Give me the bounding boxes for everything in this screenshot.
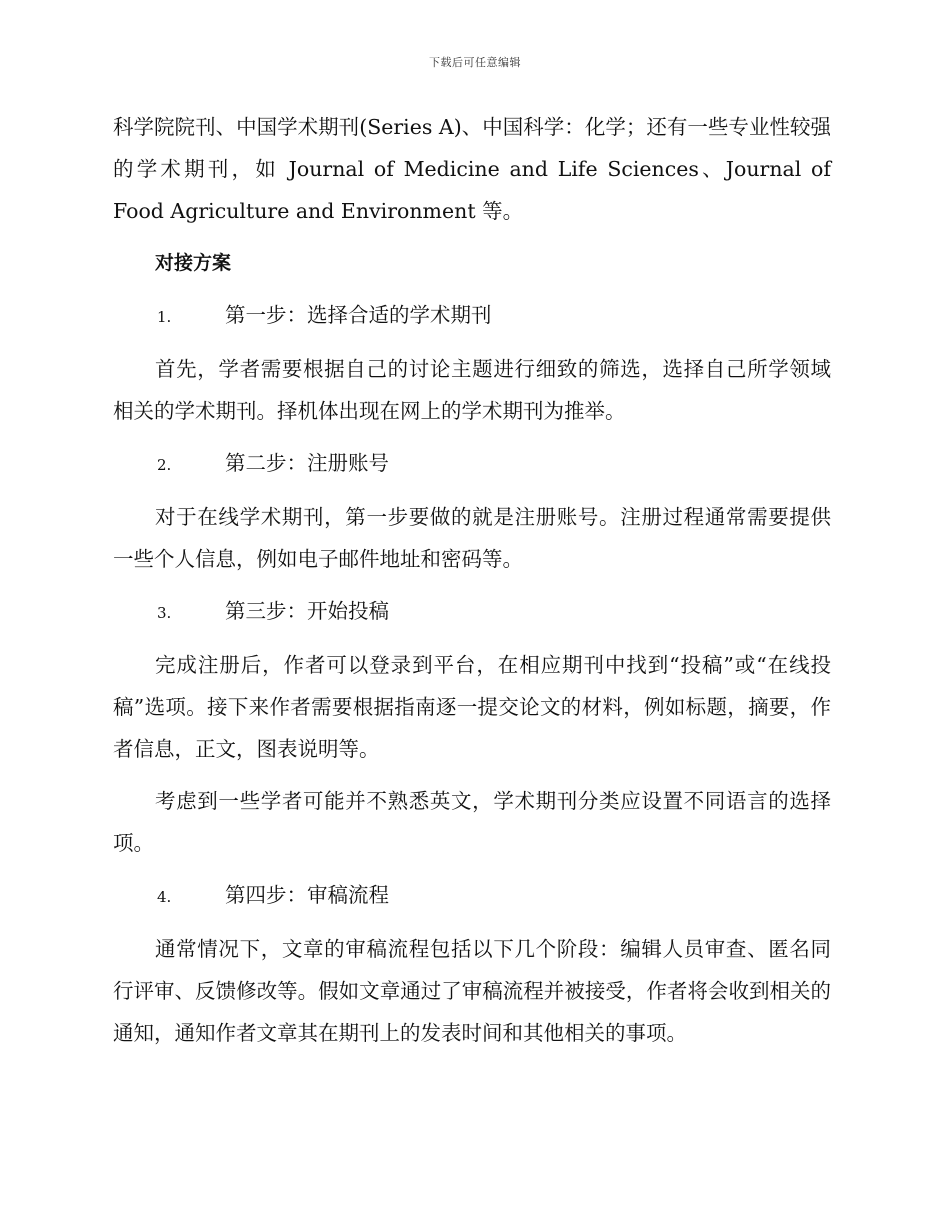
spacer <box>113 486 831 496</box>
step-3-number: 3. <box>157 604 172 622</box>
document-body <box>113 106 831 1054</box>
spacer <box>113 284 831 294</box>
step-3-title: 第三步：开始投稿 <box>225 599 389 623</box>
step-2-heading <box>113 442 831 486</box>
intro-paragraph: 科学院院刊、中国学术期刊(Series A)、中国科学：化学；还有一些专业性较强的学术期刊，如 Journal of Medicine and Life Sciences、Journal of Food Agriculture and Environment 等。 <box>113 115 831 223</box>
header-note: 下载后可任意编辑 <box>429 56 521 69</box>
step-2-paragraph: 对于在线学术期刊，第一步要做的就是注册账号。注册过程通常需要提供一些个人信息，例如电子邮件地址和密码等。 <box>113 505 831 571</box>
step-1-title: 第一步：选择合适的学术期刊 <box>225 303 492 327</box>
step-1-heading <box>113 294 831 338</box>
spacer <box>113 634 831 644</box>
step-1-number: 1. <box>157 308 172 326</box>
section-heading: 对接方案 <box>155 252 232 274</box>
step-2-title: 第二步：注册账号 <box>225 451 389 475</box>
step-4-number: 4. <box>157 888 172 906</box>
step-4-paragraph: 通常情况下，文章的审稿流程包括以下几个阶段：编辑人员审查、匿名同行评审、反馈修改等。假如文章通过了审稿流程并被接受，作者将会收到相关的通知，通知作者文章其在期刊上的发表时间和其他相关的事项。 <box>113 937 831 1045</box>
step-1-paragraph: 首先，学者需要根据自己的讨论主题进行细致的筛选，选择自己所学领域相关的学术期刊。择机体出现在网上的学术期刊为推举。 <box>113 357 831 423</box>
spacer <box>113 338 831 348</box>
spacer <box>113 864 831 874</box>
spacer <box>113 232 831 242</box>
spacer <box>113 580 831 590</box>
spacer <box>113 918 831 928</box>
step-4-title: 第四步：审稿流程 <box>225 883 389 907</box>
step-4-heading <box>113 874 831 918</box>
spacer <box>113 432 831 442</box>
step-3-paragraph-2: 考虑到一些学者可能并不熟悉英文，学术期刊分类应设置不同语言的选择项。 <box>113 789 831 855</box>
spacer <box>113 770 831 780</box>
step-2-number: 2. <box>157 456 172 474</box>
step-3-paragraph: 完成注册后，作者可以登录到平台，在相应期刊中找到“投稿”或“在线投稿”选项。接下来作者需要根据指南逐一提交论文的材料，例如标题，摘要，作者信息，正文，图表说明等。 <box>113 653 831 761</box>
step-3-heading <box>113 590 831 634</box>
